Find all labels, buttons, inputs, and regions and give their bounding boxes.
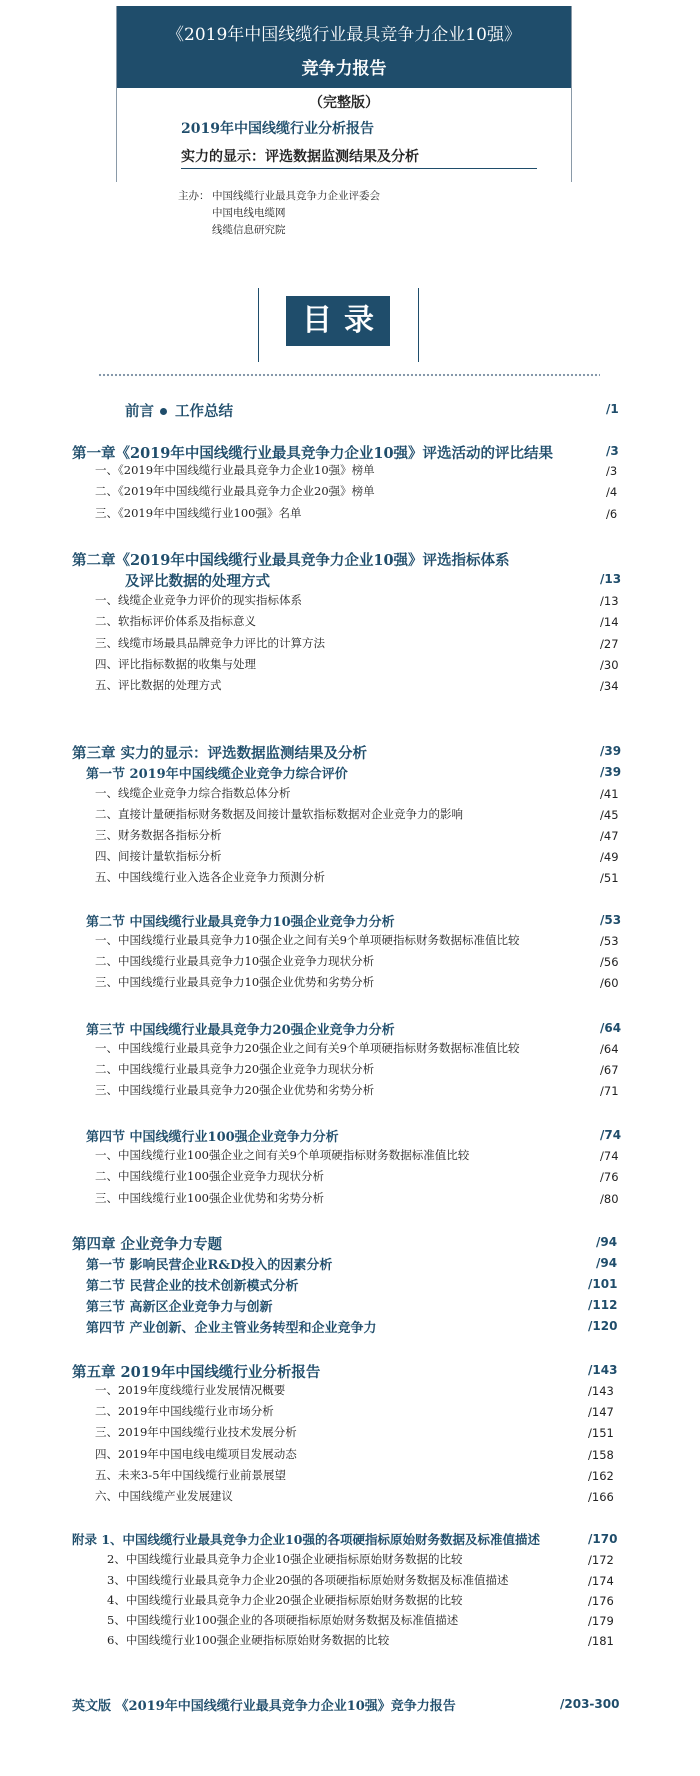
toc-page-number: /203-300	[560, 1697, 620, 1711]
toc-item[interactable]: 二、2019年中国线缆行业市场分析	[95, 1404, 274, 1418]
sponsor-item: 中国电线电缆网	[212, 207, 286, 219]
toc-chapter[interactable]: 附录 1、中国线缆行业最具竞争力企业10强的各项硬指标原始财务数据及标准值描述	[72, 1532, 540, 1547]
toc-page-number: /56	[600, 955, 619, 969]
toc-page-number: /41	[600, 787, 619, 801]
toc-page-number: /94	[596, 1256, 618, 1270]
toc-page-number: /13	[600, 572, 622, 586]
toc-page-number: /1	[606, 402, 619, 416]
toc-page-number: /179	[588, 1614, 614, 1628]
toc-page-number: /172	[588, 1553, 614, 1567]
toc-item[interactable]: 一、2019年度线缆行业发展情况概要	[95, 1383, 286, 1397]
toc-page-number: /158	[588, 1448, 614, 1462]
toc-item[interactable]: 6、中国线缆行业100强企业硬指标原始财务数据的比较	[107, 1633, 390, 1647]
toc-item[interactable]: 二、中国线缆行业最具竞争力10强企业竞争力现状分析	[95, 954, 375, 968]
toc-page-number: /101	[588, 1277, 618, 1291]
toc-page-number: /64	[600, 1021, 622, 1035]
report-heading: 2019年中国线缆行业分析报告	[181, 121, 374, 137]
toc-page-number: /170	[588, 1532, 618, 1546]
report-tagline: 实力的显示：评选数据监测结果及分析	[181, 149, 419, 165]
toc-item[interactable]: 六、中国线缆产业发展建议	[95, 1489, 233, 1503]
toc-page-number: /53	[600, 913, 622, 927]
toc-item[interactable]: 3、中国线缆行业最具竞争力企业20强的各项硬指标原始财务数据及标准值描述	[107, 1573, 509, 1587]
toc-section[interactable]: 第三节 高新区企业竞争力与创新	[86, 1300, 273, 1315]
toc-page-number: /39	[600, 765, 622, 779]
toc-section[interactable]: 第二节 中国线缆行业最具竞争力10强企业竞争力分析	[86, 915, 395, 930]
report-title: 《2019年中国线缆行业最具竞争力企业10强》	[167, 25, 521, 45]
toc-item[interactable]: 二、中国线缆行业最具竞争力20强企业竞争力现状分析	[95, 1062, 375, 1076]
toc-chapter[interactable]: 第二章《2019年中国线缆行业最具竞争力企业10强》评选指标体系	[72, 552, 510, 569]
toc-section[interactable]: 第一节 影响民营企业R&D投入的因素分析	[86, 1258, 333, 1273]
toc-page-number: /49	[600, 850, 619, 864]
toc-item[interactable]: 一、中国线缆行业最具竞争力20强企业之间有关9个单项硬指标财务数据标准值比较	[95, 1041, 520, 1055]
toc-item[interactable]: 一、线缆企业竞争力综合指数总体分析	[95, 786, 291, 800]
toc-item[interactable]: 二、软指标评价体系及指标意义	[95, 614, 256, 628]
toc-page-number: /51	[600, 871, 619, 885]
toc-title: 目录	[286, 296, 390, 346]
toc-section[interactable]: 第二节 民营企业的技术创新模式分析	[86, 1279, 299, 1294]
toc-item[interactable]: 三、中国线缆行业最具竞争力10强企业优势和劣势分析	[95, 975, 375, 989]
toc-item[interactable]: 五、评比数据的处理方式	[95, 678, 222, 692]
toc-page-number: /112	[588, 1298, 618, 1312]
toc-item[interactable]: 三、《2019年中国线缆行业100强》名单	[95, 506, 302, 520]
preface-label: 前言	[125, 403, 154, 420]
toc-item[interactable]: 四、2019年中国电线电缆项目发展动态	[95, 1447, 297, 1461]
toc-chapter[interactable]: 第四章 企业竞争力专题	[72, 1236, 223, 1253]
toc-section[interactable]: 第一节 2019年中国线缆企业竞争力综合评价	[86, 767, 348, 782]
toc-page-number: /162	[588, 1469, 614, 1483]
toc-item[interactable]: 一、中国线缆行业最具竞争力10强企业之间有关9个单项硬指标财务数据标准值比较	[95, 933, 520, 947]
toc-page-number: /181	[588, 1634, 614, 1648]
toc-chapter[interactable]: 英文版 《2019年中国线缆行业最具竞争力企业10强》竞争力报告	[72, 1699, 456, 1714]
toc-item[interactable]: 三、中国线缆行业最具竞争力20强企业优势和劣势分析	[95, 1083, 375, 1097]
toc-page-number: /30	[600, 658, 619, 672]
toc-section[interactable]: 第四节 中国线缆行业100强企业竞争力分析	[86, 1130, 339, 1145]
toc-item[interactable]: 三、2019年中国线缆行业技术发展分析	[95, 1425, 297, 1439]
bullet-icon	[160, 408, 167, 415]
toc-page-number: /14	[600, 615, 619, 629]
toc-page-number: /176	[588, 1594, 614, 1608]
toc-chapter[interactable]: 第一章《2019年中国线缆行业最具竞争力企业10强》评选活动的评比结果	[72, 445, 554, 462]
toc-page-number: /120	[588, 1319, 618, 1333]
toc-page-number: /3	[606, 444, 619, 458]
toc-page-number: /74	[600, 1128, 622, 1142]
toc-item[interactable]: 一、《2019年中国线缆行业最具竞争力企业10强》榜单	[95, 463, 375, 477]
toc-item[interactable]: 二、中国线缆行业100强企业竞争力现状分析	[95, 1169, 324, 1183]
toc-section[interactable]: 第三节 中国线缆行业最具竞争力20强企业竞争力分析	[86, 1023, 395, 1038]
toc-page-number: /53	[600, 934, 619, 948]
toc-page-number: /13	[600, 594, 619, 608]
toc-page-number: /64	[600, 1042, 619, 1056]
toc-page-number: /151	[588, 1426, 614, 1440]
toc-section[interactable]: 第四节 产业创新、企业主管业务转型和企业竞争力	[86, 1321, 377, 1336]
toc-item[interactable]: 三、财务数据各指标分析	[95, 828, 222, 842]
toc-page-number: /143	[588, 1363, 618, 1377]
toc-page-number: /74	[600, 1149, 619, 1163]
toc-item[interactable]: 2、中国线缆行业最具竞争力企业10强企业硬指标原始财务数据的比较	[107, 1552, 463, 1566]
toc-page-number: /143	[588, 1384, 614, 1398]
toc-page-number: /47	[600, 829, 619, 843]
toc-page-number: /6	[606, 507, 618, 521]
sponsor-label: 主办：	[178, 190, 210, 202]
toc-page-number: /94	[596, 1235, 618, 1249]
toc-item[interactable]: 二、《2019年中国线缆行业最具竞争力企业20强》榜单	[95, 484, 375, 498]
toc-page-number: /39	[600, 744, 622, 758]
toc-chapter[interactable]: 及评比数据的处理方式	[125, 573, 270, 590]
toc-item[interactable]: 一、线缆企业竞争力评价的现实指标体系	[95, 593, 302, 607]
toc-entry-preface[interactable]	[125, 400, 233, 421]
report-subtitle: 竞争力报告	[301, 59, 387, 79]
edition-label: （完整版）	[309, 95, 379, 111]
toc-page-number: /76	[600, 1170, 619, 1184]
toc-item[interactable]: 4、中国线缆行业最具竞争力企业20强企业硬指标原始财务数据的比较	[107, 1593, 463, 1607]
toc-item[interactable]: 五、中国线缆行业入选各企业竞争力预测分析	[95, 870, 325, 884]
toc-page-number: /4	[606, 485, 618, 499]
toc-item[interactable]: 四、间接计量软指标分析	[95, 849, 222, 863]
toc-item[interactable]: 四、评比指标数据的收集与处理	[95, 657, 256, 671]
toc-item[interactable]: 三、中国线缆行业100强企业优势和劣势分析	[95, 1191, 324, 1205]
sponsor-item: 中国线缆行业最具竞争力企业评委会	[212, 190, 380, 202]
toc-page-number: /3	[606, 464, 618, 478]
toc-chapter[interactable]: 第五章 2019年中国线缆行业分析报告	[72, 1364, 321, 1381]
toc-item[interactable]: 三、线缆市场最具品牌竞争力评比的计算方法	[95, 636, 325, 650]
toc-page-number: /27	[600, 637, 619, 651]
toc-chapter[interactable]: 第三章 实力的显示：评选数据监测结果及分析	[72, 745, 368, 762]
toc-page-number: /147	[588, 1405, 614, 1419]
toc-page-number: /60	[600, 976, 619, 990]
preface-text: 工作总结	[175, 403, 233, 420]
toc-item[interactable]: 二、直接计量硬指标财务数据及间接计量软指标数据对企业竞争力的影响	[95, 807, 463, 821]
toc-page-number: /166	[588, 1490, 614, 1504]
sponsor-item: 线缆信息研究院	[212, 224, 286, 236]
toc-page-number: /45	[600, 808, 619, 822]
toc-page-number: /67	[600, 1063, 619, 1077]
toc-item[interactable]: 5、中国线缆行业100强企业的各项硬指标原始财务数据及标准值描述	[107, 1613, 459, 1627]
toc-page-number: /34	[600, 679, 619, 693]
toc-item[interactable]: 一、中国线缆行业100强企业之间有关9个单项硬指标财务数据标准值比较	[95, 1148, 470, 1162]
toc-page-number: /174	[588, 1574, 614, 1588]
toc-page-number: /80	[600, 1192, 619, 1206]
toc-item[interactable]: 五、未来3-5年中国线缆行业前景展望	[95, 1468, 287, 1482]
toc-page-number: /71	[600, 1084, 619, 1098]
